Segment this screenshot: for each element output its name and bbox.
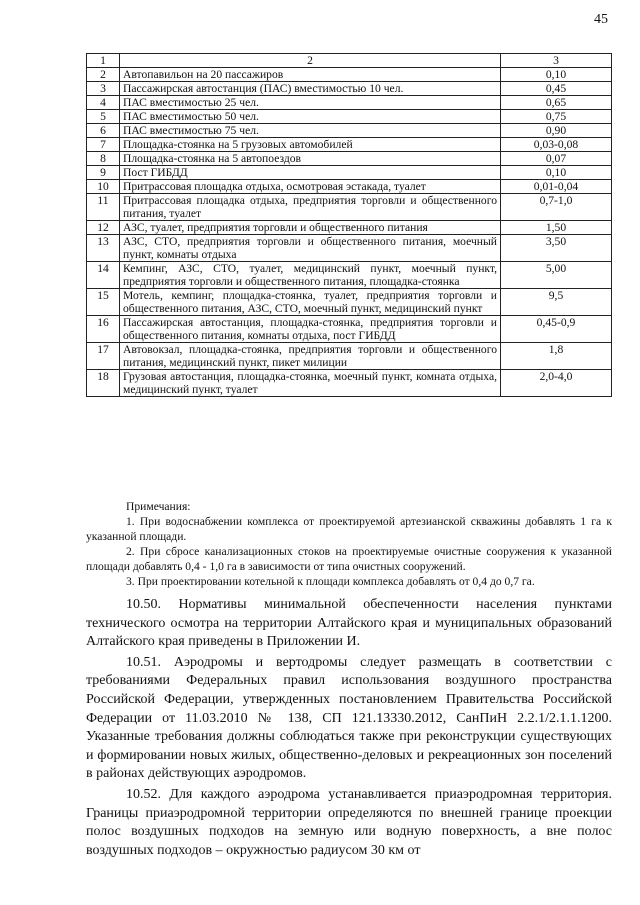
table-row (87, 68, 612, 82)
row-number: 6 (87, 124, 120, 138)
table-row (87, 124, 612, 138)
table-row (87, 316, 612, 343)
notes-title: Примечания: (126, 500, 191, 513)
table-row (87, 221, 612, 235)
row-number: 10 (87, 180, 120, 194)
row-area-value: 0,65 (501, 96, 612, 110)
row-description: Пассажирская автостанция, площадка-стоянка, предприятия торговли и общественного питания, комнаты отдыха, пост ГИБДД (120, 316, 501, 343)
row-number: 17 (87, 343, 120, 370)
row-area-value: 0,45 (501, 82, 612, 96)
row-number: 16 (87, 316, 120, 343)
row-description: Кемпинг, АЗС, СТО, туалет, медицинский пункт, моечный пункт, предприятия торговли и общественного питания, площадка-стоянка (120, 262, 501, 289)
paragraph-10-50: 10.50. Нормативы минимальной обеспеченности населения пунктами технического осмотра на территории Алтайского края и муниципальных образований Алтайского края приведены в Приложении И. (86, 597, 612, 650)
row-number: 5 (87, 110, 120, 124)
row-area-value: 5,00 (501, 262, 612, 289)
row-area-value: 0,03-0,08 (501, 138, 612, 152)
row-area-value: 0,07 (501, 152, 612, 166)
row-area-value: 0,7-1,0 (501, 194, 612, 221)
row-number: 2 (87, 68, 120, 82)
note-item: 3. При проектировании котельной к площади комплекса добавлять от 0,4 до 0,7 га. (126, 575, 535, 588)
row-number: 3 (87, 82, 120, 96)
header-col-1: 1 (87, 54, 120, 68)
table-row (87, 166, 612, 180)
row-description: Площадка-стоянка на 5 автопоездов (120, 152, 501, 166)
table-row (87, 289, 612, 316)
row-area-value: 1,8 (501, 343, 612, 370)
row-description: ПАС вместимостью 75 чел. (120, 124, 501, 138)
paragraph-10-52: 10.52. Для каждого аэродрома устанавливается приаэродромная территория. Границы приаэродромной территории определяются по внешней границе проекции полос воздушных подходов на земную или водную поверхность, а вне полос воздушных подходов – окружностью радиусом 30 км от (86, 786, 612, 858)
row-number: 14 (87, 262, 120, 289)
row-description: Грузовая автостанция, площадка-стоянка, моечный пункт, комната отдыха, медицинский пункт, туалет (120, 370, 501, 397)
table-row (87, 96, 612, 110)
table-row (87, 82, 612, 96)
header-col-3: 3 (501, 54, 612, 68)
row-description: Автовокзал, площадка-стоянка, предприятия торговли и общественного питания, медицинский пункт, пикет милиции (120, 343, 501, 370)
row-description: ПАС вместимостью 50 чел. (120, 110, 501, 124)
row-description: Притрассовая площадка отдыха, предприятия торговли и общественного питания, туалет (120, 194, 501, 221)
row-area-value: 9,5 (501, 289, 612, 316)
row-area-value: 0,75 (501, 110, 612, 124)
row-description: ПАС вместимостью 25 чел. (120, 96, 501, 110)
page-number: 45 (594, 12, 608, 27)
row-area-value: 0,90 (501, 124, 612, 138)
row-description: Пост ГИБДД (120, 166, 501, 180)
row-number: 11 (87, 194, 120, 221)
note-item: 2. При сбросе канализационных стоков на проектируемые очистные сооружения к указанной площади добавлять 0,4 - 1,0 га в зависимости от типа очистных сооружений. (86, 545, 612, 573)
row-area-value: 0,10 (501, 166, 612, 180)
table-row (87, 110, 612, 124)
header-col-2: 2 (120, 54, 501, 68)
row-area-value: 0,45-0,9 (501, 316, 612, 343)
table-row (87, 194, 612, 221)
row-number: 15 (87, 289, 120, 316)
row-number: 13 (87, 235, 120, 262)
row-description: Пассажирская автостанция (ПАС) вместимостью 10 чел. (120, 82, 501, 96)
row-area-value: 3,50 (501, 235, 612, 262)
row-number: 8 (87, 152, 120, 166)
table-row (87, 370, 612, 397)
row-number: 4 (87, 96, 120, 110)
body-text (86, 596, 612, 862)
table-row (87, 180, 612, 194)
row-number: 9 (87, 166, 120, 180)
table-row (87, 235, 612, 262)
row-number: 18 (87, 370, 120, 397)
row-description: Притрассовая площадка отдыха, осмотровая эстакада, туалет (120, 180, 501, 194)
table-header-row (87, 54, 612, 68)
row-description: АЗС, туалет, предприятия торговли и общественного питания (120, 221, 501, 235)
row-area-value: 2,0-4,0 (501, 370, 612, 397)
row-description: Мотель, кемпинг, площадка-стоянка, туалет, предприятия торговли и общественного питания, АЗС, СТО, моечный пункт, медицинский пункт (120, 289, 501, 316)
row-description: Площадка-стоянка на 5 грузовых автомобилей (120, 138, 501, 152)
table-row (87, 138, 612, 152)
row-area-value: 0,01-0,04 (501, 180, 612, 194)
row-description: Автопавильон на 20 пассажиров (120, 68, 501, 82)
paragraph-10-51: 10.51. Аэродромы и вертодромы следует размещать в соответствии с требованиями Федеральных правил использования воздушного пространства Российской Федерации, утвержденных постановлением Правительства Российской Федерации от 11.03.2010 № 138, СП 121.13330.2012, СанПиН 2.2.1/2.1.1.1200. Указанные требования должны соблюдаться также при реконструкции существующих и формировании новых жилых, общественно-деловых и рекреационных зон поселений в районах действующих аэродромов. (86, 654, 612, 782)
row-description: АЗС, СТО, предприятия торговли и общественного питания, моечный пункт, комнаты отдыха (120, 235, 501, 262)
row-number: 12 (87, 221, 120, 235)
row-area-value: 0,10 (501, 68, 612, 82)
table-notes (86, 499, 612, 589)
row-number: 7 (87, 138, 120, 152)
row-area-value: 1,50 (501, 221, 612, 235)
table-row (87, 152, 612, 166)
territory-norms-table (86, 53, 612, 397)
table-row (87, 343, 612, 370)
table-row (87, 262, 612, 289)
note-item: 1. При водоснабжении комплекса от проектируемой артезианской скважины добавлять 1 га к указанной площади. (86, 515, 612, 543)
